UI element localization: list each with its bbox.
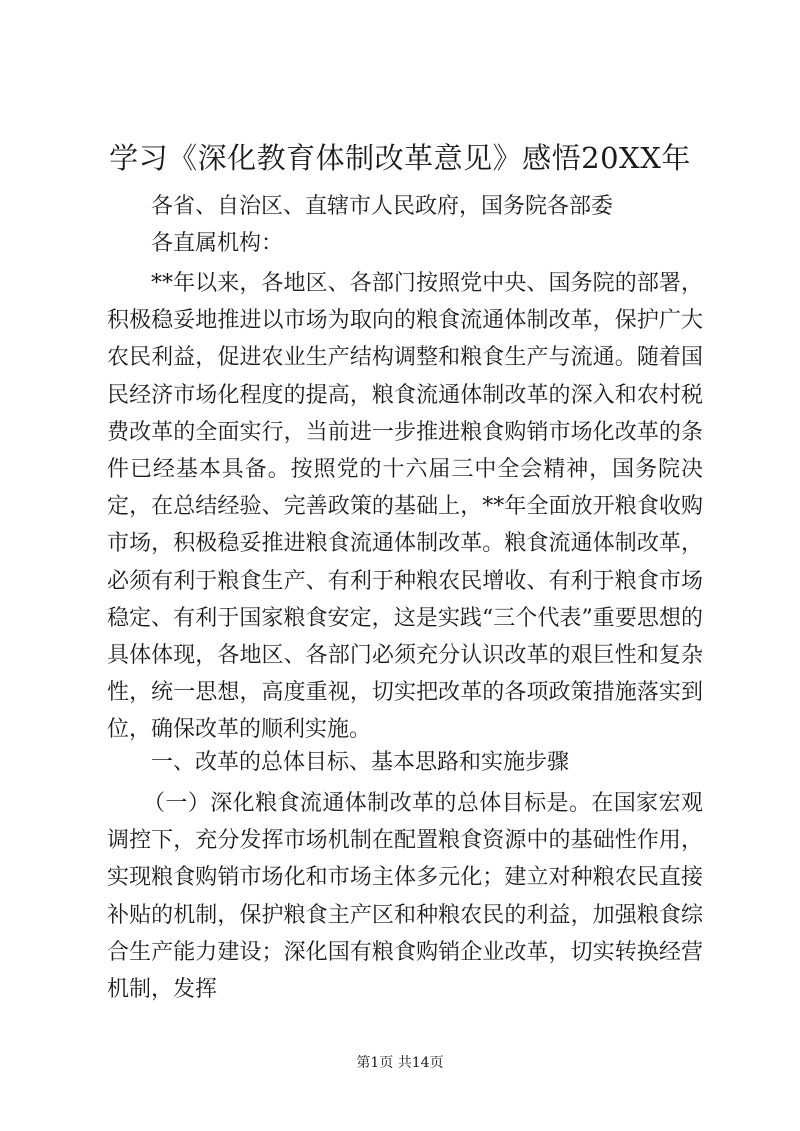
- salutation-line-2: 各直属机构：: [151, 231, 284, 256]
- body-paragraph-2: （一）深化粮食流通体制改革的总体目标是。在国家宏观调控下，充分发挥市场机制在配置粮食资源中的基础性作用，实现粮食购销市场化和市场主体多元化；建立对种粮农民直接补贴的机制，保护粮食主产区和种粮农民的利益，加强粮食综合生产能力建设；深化国有粮食购销企业改革，切实转换经营机制，发挥: [107, 791, 703, 1003]
- document-title: 学习《深化教育体制改革意见》感悟20XX年: [109, 141, 691, 175]
- body-paragraph-1: **年以来，各地区、各部门按照党中央、国务院的部署，积极稳妥地推进以市场为取向的粮食流通体制改革，保护广大农民利益，促进农业生产结构调整和粮食生产与流通。随着国民经济市场化程度的提高，粮食流通体制改革的深入和农村税费改革的全面实行，当前进一步推进粮食购销市场化改革的条件已经基本具备。按照党的十六届三中全会精神，国务院决定，在总结经验、完善政策的基础上，**年全面放开粮食收购市场，积极稳妥推进粮食流通体制改革。粮食流通体制改革，必须有利于粮食生产、有利于种粮农民增收、有利于粮食市场稳定、有利于国家粮食安定，这是实践“三个代表”重要思想的具体体现，各地区、各部门必须充分认识改革的艰巨性和复杂性，统一思想，高度重视，切实把改革的各项政策措施落实到位，确保改革的顺利实施。: [107, 271, 703, 743]
- salutation-line-1: 各省、自治区、直辖市人民政府，国务院各部委: [151, 194, 614, 219]
- section-heading: 一、改革的总体目标、基本思路和实施步骤: [151, 750, 570, 775]
- page-footer: 第1页 共14页: [356, 1055, 444, 1071]
